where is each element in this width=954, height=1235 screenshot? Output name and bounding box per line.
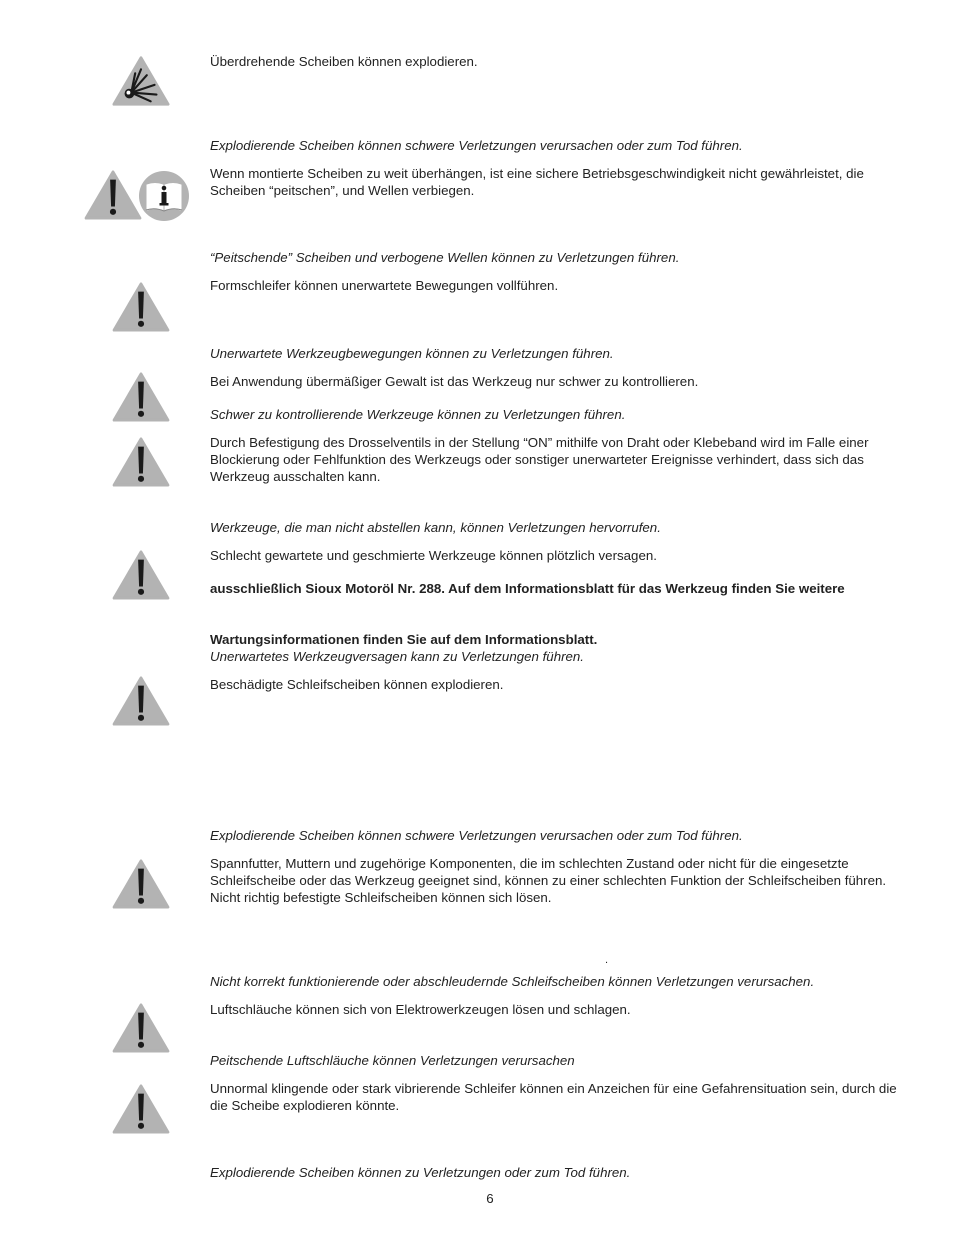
consequence-text: Explodierende Scheiben können zu Verletzungen oder zum Tod führen. — [210, 1165, 631, 1180]
hazard-text: Schlecht gewartete und geschmierte Werkzeuge können plötzlich versagen. — [210, 548, 657, 563]
hazard-text: Durch Befestigung des Drosselventils in der Stellung “ON” mithilfe von Draht oder Klebeband wird im Falle einer Blockierung oder Fehlfunktion des Werkzeugs oder sonstiger unerwarteter Ereignisse verhindert, dass sich das Werkzeug ausschalten kann. — [210, 435, 869, 484]
warning-icon — [112, 1084, 170, 1134]
consequence-text: Unerwartetes Werkzeugversagen kann zu Verletzungen führen. — [210, 649, 585, 664]
warning-icon — [112, 282, 170, 332]
page-number: 6 — [486, 1191, 494, 1206]
explosion-warning-icon — [112, 55, 170, 107]
consequence-text: Unerwartete Werkzeugbewegungen können zu Verletzungen führen. — [210, 346, 614, 361]
hazard-text: Bei Anwendung übermäßiger Gewalt ist das Werkzeug nur schwer zu kontrollieren. — [210, 374, 699, 389]
consequence-text: Explodierende Scheiben können schwere Verletzungen verursachen oder zum Tod führen. — [210, 828, 743, 843]
stray-dot: . — [605, 954, 609, 966]
warning-icon — [112, 859, 170, 909]
consequence-text: “Peitschende” Scheiben und verbogene Wellen können zu Verletzungen führen. — [210, 250, 680, 265]
hazard-text: Formschleifer können unerwartete Bewegungen vollführen. — [210, 278, 559, 293]
hazard-text: Wenn montierte Scheiben zu weit überhängen, ist eine sichere Betriebsgeschwindigkeit nicht gewährleistet, die Scheiben “peitschen”, und Wellen verbiegen. — [210, 166, 864, 198]
hazard-text: Überdrehende Scheiben können explodieren. — [210, 54, 478, 69]
consequence-text: Peitschende Luftschläuche können Verletzungen verursachen — [210, 1053, 575, 1068]
warning-icon — [112, 437, 170, 487]
instruction-text: Wartungsinformationen finden Sie auf dem Informationsblatt. — [210, 632, 598, 647]
consequence-text: Nicht korrekt funktionierende oder abschleudernde Schleifscheiben können Verletzungen verursachen. — [210, 974, 815, 989]
instruction-text: ausschließlich Sioux Motoröl Nr. 288. Auf dem Informationsblatt für das Werkzeug finden Sie weitere — [210, 581, 845, 596]
warning-icon — [84, 170, 142, 220]
read-manual-icon — [138, 170, 190, 222]
warning-icon — [112, 372, 170, 422]
hazard-text: Spannfutter, Muttern und zugehörige Komponenten, die im schlechten Zustand oder nicht für die eingesetzte Schleifscheibe oder das Werkzeug geeignet sind, können zu einer schlechten Funktion der Schleifscheiben führen. Nicht richtig befestigte Schleifscheiben können sich lösen. — [210, 856, 887, 905]
warning-icon — [112, 1003, 170, 1053]
consequence-text: Schwer zu kontrollierende Werkzeuge können zu Verletzungen führen. — [210, 407, 626, 422]
consequence-text: Werkzeuge, die man nicht abstellen kann, können Verletzungen hervorrufen. — [210, 520, 661, 535]
warning-icon — [112, 676, 170, 726]
consequence-text: Explodierende Scheiben können schwere Verletzungen verursachen oder zum Tod führen. — [210, 138, 743, 153]
hazard-text: Beschädigte Schleifscheiben können explodieren. — [210, 677, 504, 692]
hazard-text: Luftschläuche können sich von Elektrowerkzeugen lösen und schlagen. — [210, 1002, 631, 1017]
hazard-text: Unnormal klingende oder stark vibrierende Schleifer können ein Anzeichen für eine Gefahrensituation sein, durch die die Scheibe explodieren könnte. — [210, 1081, 897, 1113]
warning-icon — [112, 550, 170, 600]
